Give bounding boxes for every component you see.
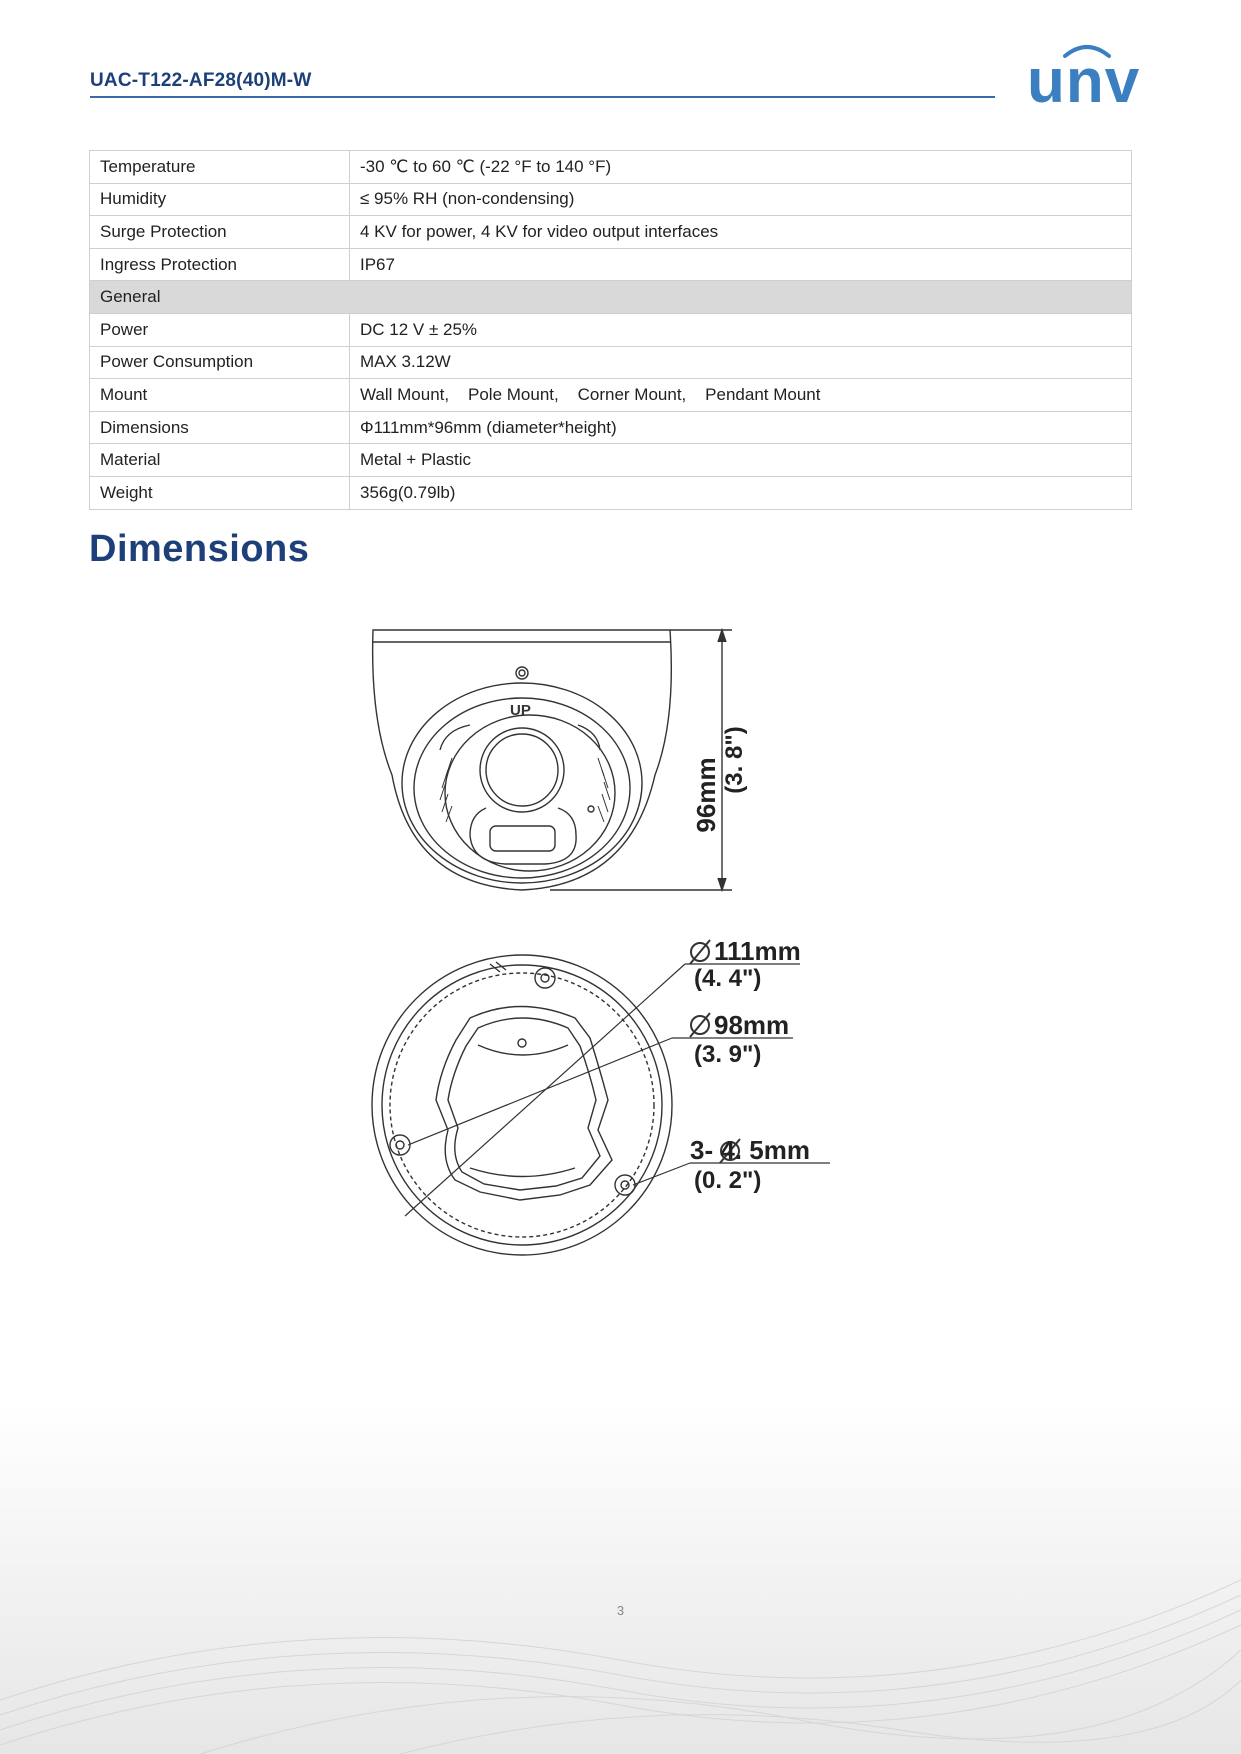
spec-row: [90, 151, 1132, 184]
spec-row: [90, 346, 1132, 379]
section-row: [90, 281, 1132, 314]
spec-row: [90, 379, 1132, 412]
spec-label: Weight: [90, 476, 350, 509]
spec-label: Temperature: [90, 151, 350, 184]
spec-label: Dimensions: [90, 411, 350, 444]
camera-bottom-view: [372, 955, 672, 1255]
height-in-label: (3. 8"): [721, 726, 748, 794]
spec-value: Wall Mount, Pole Mount, Corner Mount, Pendant Mount: [350, 379, 1132, 412]
spec-row: [90, 476, 1132, 509]
spec-row: [90, 216, 1132, 249]
spec-row: [90, 248, 1132, 281]
spec-value: Φ111mm*96mm (diameter*height): [350, 411, 1132, 444]
spec-label: Power Consumption: [90, 346, 350, 379]
dia1-mm-label: 111mm: [714, 936, 801, 966]
header-rule: [90, 96, 995, 98]
spec-value: -30 ℃ to 60 ℃ (-22 °F to 140 °F): [350, 151, 1132, 184]
page-number: 3: [616, 1603, 625, 1618]
spec-value: ≤ 95% RH (non-condensing): [350, 183, 1132, 216]
dimension-drawing: [0, 600, 1241, 1280]
spec-label: Mount: [90, 379, 350, 412]
height-mm-label: 96mm: [691, 757, 721, 833]
section-label: General: [90, 281, 1132, 314]
spec-label: Surge Protection: [90, 216, 350, 249]
hole-mm-label: 3- 4. 5mm: [690, 1135, 810, 1165]
spec-row: [90, 313, 1132, 346]
camera-side-view: [373, 630, 672, 890]
spec-row: [90, 411, 1132, 444]
section-title: Dimensions: [89, 528, 310, 570]
spec-value: 4 KV for power, 4 KV for video output interfaces: [350, 216, 1132, 249]
unv-logo: [1025, 40, 1149, 108]
model-title: UAC-T122-AF28(40)M-W: [90, 70, 312, 91]
logo-text: unv: [1027, 47, 1141, 108]
spec-row: [90, 444, 1132, 477]
spec-label: Humidity: [90, 183, 350, 216]
spec-label: Power: [90, 313, 350, 346]
spec-row: [90, 183, 1132, 216]
spec-value: MAX 3.12W: [350, 346, 1132, 379]
footer-wave-decoration: [0, 1400, 1241, 1754]
hole-in-label: (0. 2"): [694, 1167, 762, 1194]
dia2-in-label: (3. 9"): [694, 1041, 762, 1068]
spec-value: IP67: [350, 248, 1132, 281]
spec-value: Metal + Plastic: [350, 444, 1132, 477]
spec-value: DC 12 V ± 25%: [350, 313, 1132, 346]
page-header: [90, 68, 995, 100]
spec-value: 356g(0.79lb): [350, 476, 1132, 509]
spec-label: Material: [90, 444, 350, 477]
spec-table: [89, 150, 1132, 510]
spec-label: Ingress Protection: [90, 248, 350, 281]
dia1-in-label: (4. 4"): [694, 965, 762, 992]
dia2-mm-label: 98mm: [714, 1010, 790, 1040]
up-mark: UP: [510, 702, 531, 719]
